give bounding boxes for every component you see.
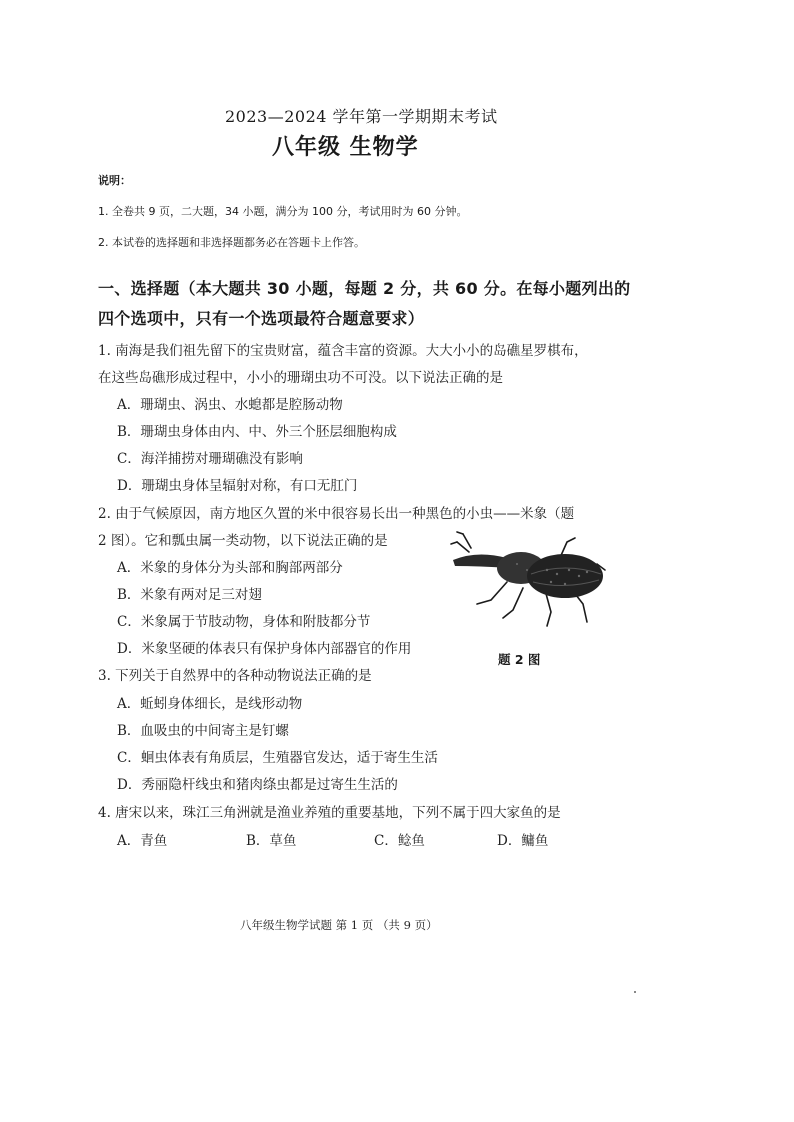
question-4-option-c: C．鲶鱼	[374, 833, 425, 849]
question-1-line-1: 1. 南海是我们祖先留下的宝贵财富，蕴含丰富的资源。大大小小的岛礁星罗棋布，	[98, 343, 588, 359]
question-4-option-a: A．青鱼	[117, 833, 168, 849]
instruction-item-1: 1. 全卷共 9 页，二大题，34 小题，满分为 100 分，考试用时为 60 分钟。	[98, 205, 468, 218]
question-2-line-2: 2 图）。它和瓢虫属一类动物，以下说法正确的是	[98, 533, 388, 549]
figure-caption: 题 2 图	[498, 652, 541, 667]
question-4-option-b: B．草鱼	[246, 833, 297, 849]
question-2-option-a: A．米象的身体分为头部和胸部两部分	[117, 560, 343, 576]
rice-weevil-illustration	[447, 530, 609, 630]
question-3-line-1: 3. 下列关于自然界中的各种动物说法正确的是	[98, 668, 372, 684]
question-2-option-d: D．米象坚硬的体表只有保护身体内部器官的作用	[117, 641, 412, 657]
question-1-option-b: B．珊瑚虫身体由内、中、外三个胚层细胞构成	[117, 424, 397, 440]
question-2-option-c: C．米象属于节肢动物，身体和附肢都分节	[117, 614, 371, 630]
page-footer: 八年级生物学试题 第 1 页 （共 9 页）	[240, 918, 438, 932]
question-3-option-b: B．血吸虫的中间寄主是钉螺	[117, 723, 289, 739]
question-3-option-d: D．秀丽隐杆线虫和猪肉绦虫都是过寄生生活的	[117, 777, 398, 793]
section-heading-line-2: 四个选项中，只有一个选项最符合题意要求）	[98, 309, 425, 328]
question-1-option-c: C．海洋捕捞对珊瑚礁没有影响	[117, 451, 303, 467]
question-2-option-b: B．米象有两对足三对翅	[117, 587, 262, 603]
subject-title: 八年级 生物学	[272, 135, 419, 160]
exam-title: 2023—2024 学年第一学期期末考试	[225, 107, 498, 126]
question-2-line-1: 2. 由于气候原因，南方地区久置的米中很容易长出一种黑色的小虫——米象（题	[98, 506, 575, 522]
question-1-option-d: D．珊瑚虫身体呈辐射对称，有口无肛门	[117, 478, 358, 494]
question-3-option-c: C．蛔虫体表有角质层，生殖器官发达，适于寄生生活	[117, 750, 438, 766]
instructions-heading: 说明：	[98, 174, 131, 187]
question-3-option-a: A．蚯蚓身体细长，是线形动物	[117, 696, 303, 712]
section-heading-line-1: 一、选择题（本大题共 30 小题，每题 2 分，共 60 分。在每小题列出的	[98, 279, 631, 298]
question-1-line-2: 在这些岛礁形成过程中，小小的珊瑚虫功不可没。以下说法正确的是	[98, 370, 503, 386]
question-1-option-a: A．珊瑚虫、涡虫、水螅都是腔肠动物	[117, 397, 343, 413]
scan-speck	[634, 991, 636, 993]
instruction-item-2: 2. 本试卷的选择题和非选择题都务必在答题卡上作答。	[98, 236, 365, 249]
question-4-option-d: D．鳙鱼	[497, 833, 549, 849]
question-4-line-1: 4. 唐宋以来，珠江三角洲就是渔业养殖的重要基地，下列不属于四大家鱼的是	[98, 805, 561, 821]
